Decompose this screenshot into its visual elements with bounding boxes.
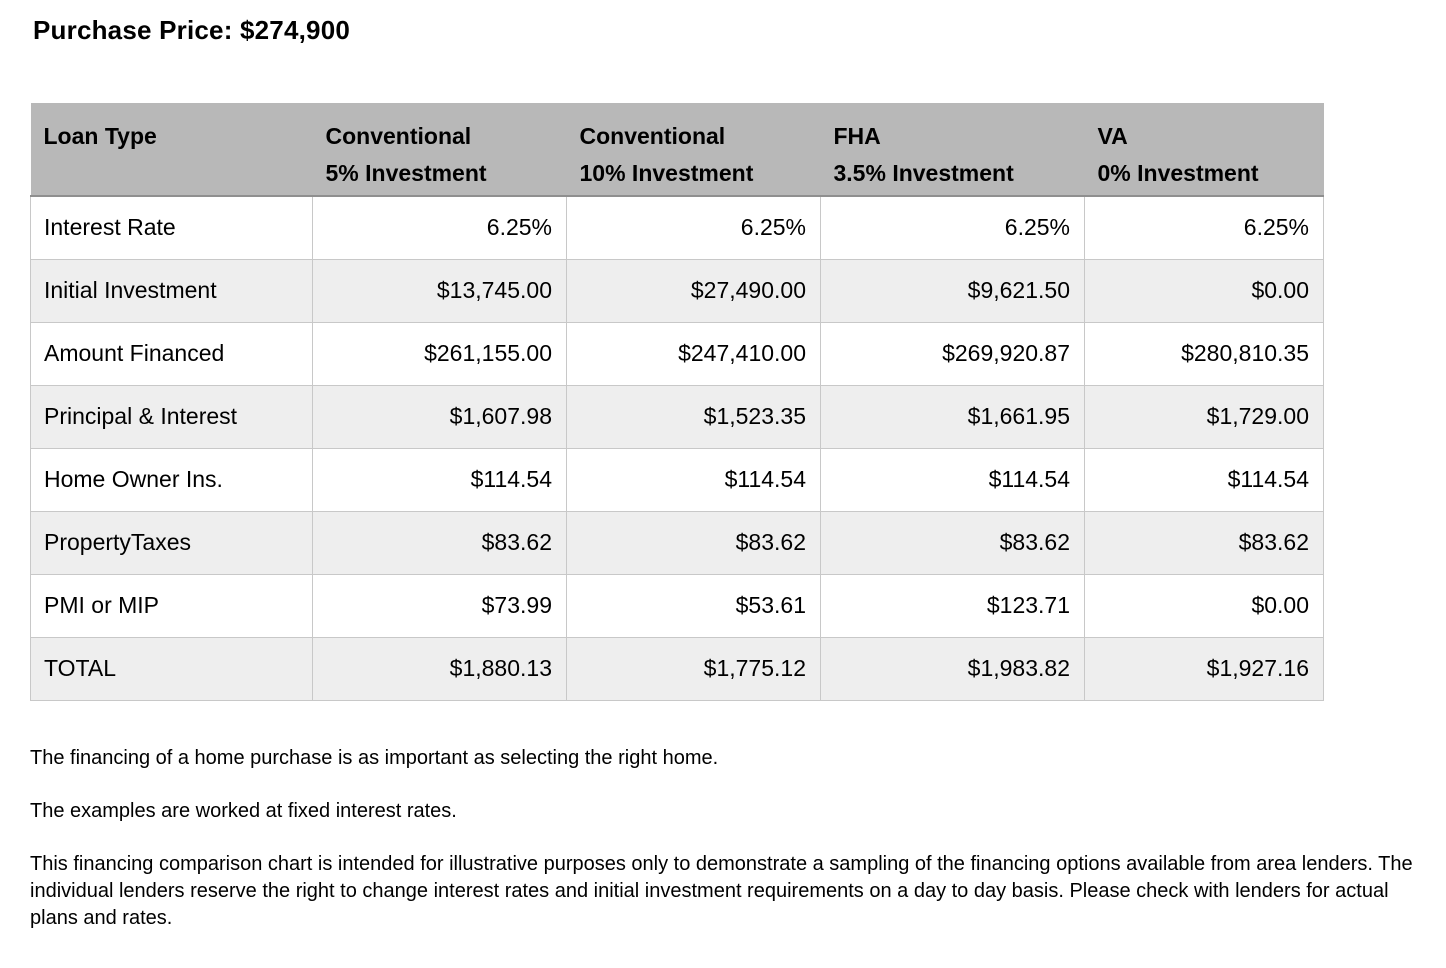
cell-value: $73.99: [313, 574, 567, 637]
cell-value: $1,927.16: [1085, 637, 1324, 700]
cell-value: $9,621.50: [821, 259, 1085, 322]
table-row-initial-investment: [31, 259, 1324, 322]
cell-value: $13,745.00: [313, 259, 567, 322]
financing-comparison-table: [30, 103, 1324, 701]
header-line: 5% Investment: [325, 160, 487, 186]
cell-value: $1,880.13: [313, 637, 567, 700]
cell-value: $247,410.00: [567, 322, 821, 385]
row-label: Principal & Interest: [31, 385, 313, 448]
header-loan-type: [31, 103, 313, 196]
table-row-interest-rate: [31, 196, 1324, 259]
cell-value: $53.61: [567, 574, 821, 637]
table-row-principal-interest: [31, 385, 1324, 448]
cell-value: $123.71: [821, 574, 1085, 637]
cell-value: $261,155.00: [313, 322, 567, 385]
note-disclaimer: This financing comparison chart is intended for illustrative purposes only to demonstrate a sampling of the financing options available from area lenders. The individual lenders reserve the right to change interest rates and initial investment requirements on a day to day basis. Please check with lenders for actual plans and rates.: [30, 852, 1413, 929]
cell-value: $1,729.00: [1085, 385, 1324, 448]
table-row-pmi-mip: [31, 574, 1324, 637]
cell-value: $114.54: [313, 448, 567, 511]
note-financing-importance: The financing of a home purchase is as important as selecting the right home.: [30, 746, 719, 769]
header-line: VA: [1097, 123, 1128, 149]
table-row-property-taxes: [31, 511, 1324, 574]
header-line: Conventional: [579, 123, 726, 149]
header-line: Conventional: [325, 123, 472, 149]
row-label: Initial Investment: [31, 259, 313, 322]
table-row-amount-financed: [31, 322, 1324, 385]
cell-value: $83.62: [1085, 511, 1324, 574]
cell-value: $114.54: [1085, 448, 1324, 511]
header-row: [31, 103, 1324, 196]
row-label: Home Owner Ins.: [31, 448, 313, 511]
cell-value: $1,607.98: [313, 385, 567, 448]
table-row-total: [31, 637, 1324, 700]
header-line: FHA: [833, 123, 881, 149]
header-conventional-5: [313, 103, 567, 196]
cell-value: 6.25%: [313, 196, 567, 259]
cell-value: $1,523.35: [567, 385, 821, 448]
header-fha: [821, 103, 1085, 196]
cell-value: $114.54: [821, 448, 1085, 511]
header-line: 0% Investment: [1097, 160, 1259, 186]
header-va: [1085, 103, 1324, 196]
cell-value: 6.25%: [821, 196, 1085, 259]
cell-value: 6.25%: [567, 196, 821, 259]
header-line: 3.5% Investment: [833, 160, 1014, 186]
cell-value: $269,920.87: [821, 322, 1085, 385]
cell-value: $0.00: [1085, 259, 1324, 322]
cell-value: $1,983.82: [821, 637, 1085, 700]
row-label: Interest Rate: [31, 196, 313, 259]
header-line: 10% Investment: [579, 160, 754, 186]
page-title: Purchase Price: $274,900: [33, 15, 351, 45]
cell-value: $280,810.35: [1085, 322, 1324, 385]
cell-value: $1,775.12: [567, 637, 821, 700]
cell-value: $83.62: [567, 511, 821, 574]
cell-value: $27,490.00: [567, 259, 821, 322]
cell-value: $1,661.95: [821, 385, 1085, 448]
row-label: Amount Financed: [31, 322, 313, 385]
header-line: Loan Type: [43, 123, 157, 149]
cell-value: $114.54: [567, 448, 821, 511]
footnotes: [30, 745, 1430, 932]
row-label: PMI or MIP: [31, 574, 313, 637]
row-label: PropertyTaxes: [31, 511, 313, 574]
note-fixed-rates: The examples are worked at fixed interest rates.: [30, 799, 457, 822]
header-conventional-10: [567, 103, 821, 196]
cell-value: $0.00: [1085, 574, 1324, 637]
row-label: TOTAL: [31, 637, 313, 700]
cell-value: 6.25%: [1085, 196, 1324, 259]
table-row-home-owner-ins: [31, 448, 1324, 511]
cell-value: $83.62: [821, 511, 1085, 574]
cell-value: $83.62: [313, 511, 567, 574]
